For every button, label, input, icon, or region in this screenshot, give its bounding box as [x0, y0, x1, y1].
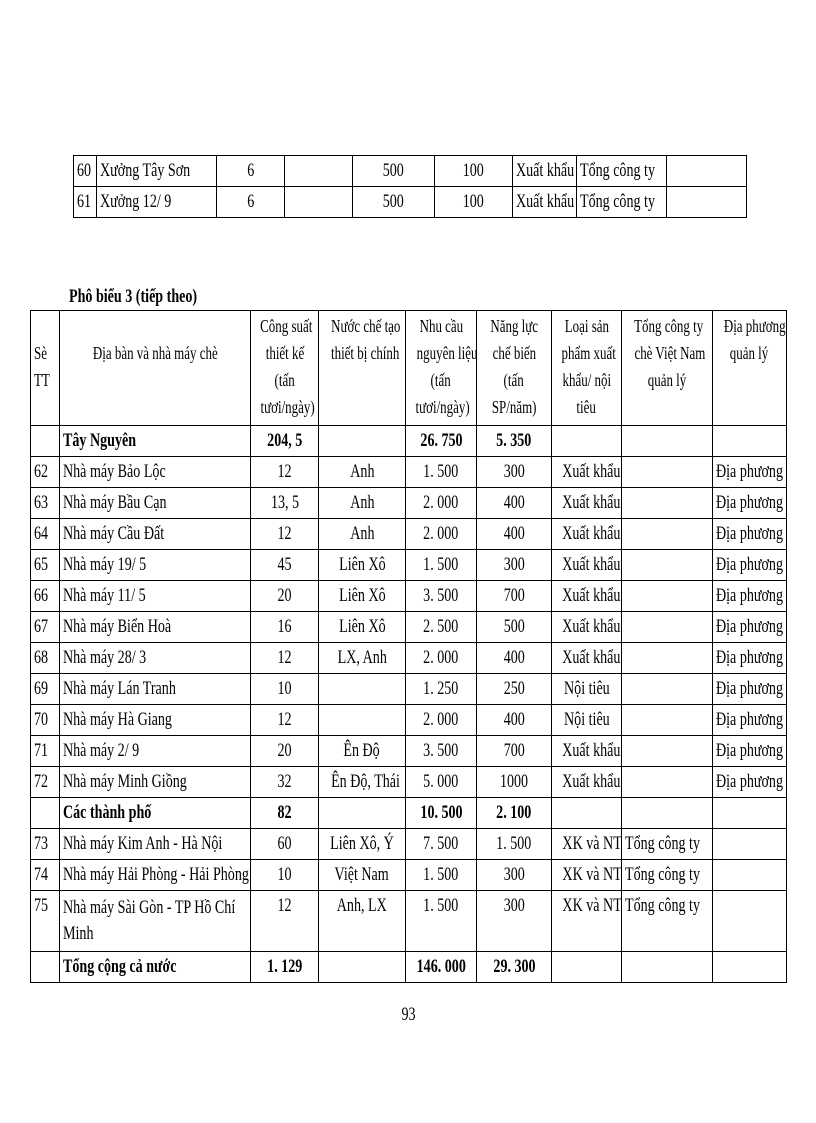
- row-number: 69: [31, 674, 60, 705]
- table-row: [74, 187, 747, 218]
- processing-cell: 500: [477, 612, 552, 643]
- header-local: Địa phương quản lý: [713, 311, 787, 426]
- row-number: 71: [31, 736, 60, 767]
- local-cell: [667, 187, 747, 218]
- local-cell: Địa phương: [713, 550, 787, 581]
- equipment-cell: [319, 426, 406, 457]
- local-cell: Địa phương: [713, 519, 787, 550]
- processing-cell: 1000: [477, 767, 552, 798]
- processing-cell: 5. 350: [477, 426, 552, 457]
- processing-cell: 400: [477, 488, 552, 519]
- header-name: Địa bàn và nhà máy chè: [60, 311, 251, 426]
- capacity-cell: 12: [251, 891, 319, 952]
- product-cell: Xuất khẩu: [552, 643, 622, 674]
- corp-cell: [622, 457, 713, 488]
- local-cell: [713, 829, 787, 860]
- capacity-cell: 12: [251, 519, 319, 550]
- table-row: [31, 829, 787, 860]
- local-cell: Địa phương: [713, 612, 787, 643]
- local-cell: [667, 156, 747, 187]
- row-number: 65: [31, 550, 60, 581]
- corp-cell: [622, 952, 713, 983]
- top-table: [73, 155, 747, 218]
- equipment-cell: Liên Xô: [319, 550, 406, 581]
- capacity-cell: 1. 129: [251, 952, 319, 983]
- processing-cell: 1. 500: [477, 829, 552, 860]
- product-cell: Xuất khẩu: [552, 612, 622, 643]
- processing-cell: 400: [477, 643, 552, 674]
- table-row: [31, 581, 787, 612]
- group-title: Tây Nguyên: [60, 426, 251, 457]
- corp-cell: Tổng công ty: [622, 891, 713, 952]
- group-title: Các thành phố: [60, 798, 251, 829]
- capacity-cell: 204, 5: [251, 426, 319, 457]
- product-cell: Xuất khẩu: [513, 156, 577, 187]
- factory-name: Nhà máy 19/ 5: [60, 550, 251, 581]
- product-cell: XK và NT: [552, 829, 622, 860]
- row-number: 67: [31, 612, 60, 643]
- table-row: [31, 705, 787, 736]
- table-row: [31, 643, 787, 674]
- factory-name: Nhà máy Lán Tranh: [60, 674, 251, 705]
- factory-name: Xưởng Tây Sơn: [97, 156, 217, 187]
- equipment-cell: Anh: [319, 457, 406, 488]
- processing-cell: 250: [477, 674, 552, 705]
- processing-cell: 300: [477, 550, 552, 581]
- factory-name: Nhà máy Bảo Lộc: [60, 457, 251, 488]
- total-row: [31, 952, 787, 983]
- factory-name: Nhà máy Cầu Đất: [60, 519, 251, 550]
- corp-cell: [622, 581, 713, 612]
- demand-cell: 1. 500: [406, 457, 477, 488]
- table-row: [31, 674, 787, 705]
- demand-cell: 146. 000: [406, 952, 477, 983]
- equipment-cell: [319, 705, 406, 736]
- header-no: Sè TT: [31, 311, 60, 426]
- equipment-cell: Ên Độ: [319, 736, 406, 767]
- capacity-cell: 10: [251, 860, 319, 891]
- row-number: [31, 952, 60, 983]
- capacity-cell: 12: [251, 457, 319, 488]
- processing-cell: 100: [435, 187, 513, 218]
- demand-cell: 1. 500: [406, 860, 477, 891]
- capacity-cell: 10: [251, 674, 319, 705]
- equipment-cell: Ên Độ, Thái: [319, 767, 406, 798]
- demand-cell: 1. 500: [406, 891, 477, 952]
- capacity-cell: 20: [251, 581, 319, 612]
- corp-cell: [622, 736, 713, 767]
- demand-cell: 5. 000: [406, 767, 477, 798]
- factory-name: Nhà máy 2/ 9: [60, 736, 251, 767]
- local-cell: [713, 426, 787, 457]
- capacity-cell: 6: [217, 156, 285, 187]
- capacity-cell: 13, 5: [251, 488, 319, 519]
- table-row: [31, 767, 787, 798]
- group-row: [31, 798, 787, 829]
- processing-cell: 400: [477, 705, 552, 736]
- product-cell: Nội tiêu: [552, 705, 622, 736]
- factory-name: Nhà máy Biển Hoà: [60, 612, 251, 643]
- processing-cell: 29. 300: [477, 952, 552, 983]
- demand-cell: 10. 500: [406, 798, 477, 829]
- appendix-title: Phô biểu 3 (tiếp theo): [69, 286, 198, 307]
- product-cell: XK và NT: [552, 860, 622, 891]
- corp-cell: [622, 550, 713, 581]
- capacity-cell: 20: [251, 736, 319, 767]
- corp-cell: [622, 643, 713, 674]
- factory-name: Nhà máy Bầu Cạn: [60, 488, 251, 519]
- processing-cell: 100: [435, 156, 513, 187]
- table-row: [31, 488, 787, 519]
- corp-cell: Tổng công ty: [622, 829, 713, 860]
- corp-cell: Tổng công ty: [622, 860, 713, 891]
- capacity-cell: 45: [251, 550, 319, 581]
- equipment-cell: Liên Xô, Ý: [319, 829, 406, 860]
- header-product: Loại sản phẩm xuất khẩu/ nội tiêu: [552, 311, 622, 426]
- capacity-cell: 12: [251, 643, 319, 674]
- local-cell: [713, 952, 787, 983]
- product-cell: Xuất khẩu: [552, 581, 622, 612]
- row-number: 75: [31, 891, 60, 952]
- demand-cell: 500: [353, 156, 435, 187]
- factory-name: Nhà máy Minh Giồng: [60, 767, 251, 798]
- factory-name: Nhà máy 11/ 5: [60, 581, 251, 612]
- product-cell: [552, 952, 622, 983]
- capacity-cell: 6: [217, 187, 285, 218]
- equipment-cell: Anh: [319, 488, 406, 519]
- corp-cell: [622, 426, 713, 457]
- corp-cell: [622, 488, 713, 519]
- local-cell: Địa phương: [713, 488, 787, 519]
- demand-cell: 7. 500: [406, 829, 477, 860]
- local-cell: [713, 891, 787, 952]
- demand-cell: 2. 000: [406, 705, 477, 736]
- row-number: [31, 426, 60, 457]
- row-number: 61: [74, 187, 97, 218]
- equipment-cell: [285, 156, 353, 187]
- product-cell: Xuất khẩu: [552, 519, 622, 550]
- table-row: [31, 891, 787, 952]
- corp-cell: Tổng công ty: [577, 156, 667, 187]
- row-number: 66: [31, 581, 60, 612]
- demand-cell: 2. 000: [406, 488, 477, 519]
- factory-name: Nhà máy Kim Anh - Hà Nội: [60, 829, 251, 860]
- product-cell: Xuất khẩu: [552, 488, 622, 519]
- product-cell: [552, 426, 622, 457]
- row-number: 72: [31, 767, 60, 798]
- capacity-cell: 32: [251, 767, 319, 798]
- processing-cell: 400: [477, 519, 552, 550]
- group-title: Tổng cộng cả nước: [60, 952, 251, 983]
- factory-name: Nhà máy Hà Giang: [60, 705, 251, 736]
- demand-cell: 3. 500: [406, 581, 477, 612]
- row-number: 62: [31, 457, 60, 488]
- local-cell: Địa phương: [713, 674, 787, 705]
- capacity-cell: 16: [251, 612, 319, 643]
- corp-cell: [622, 798, 713, 829]
- group-row: [31, 426, 787, 457]
- corp-cell: [622, 674, 713, 705]
- demand-cell: 500: [353, 187, 435, 218]
- demand-cell: 2. 500: [406, 612, 477, 643]
- processing-cell: 300: [477, 891, 552, 952]
- header-demand: Nhu cầu nguyên liệu (tấn tươi/ngày): [406, 311, 477, 426]
- page-number: 93: [400, 1004, 416, 1025]
- local-cell: [713, 860, 787, 891]
- local-cell: Địa phương: [713, 643, 787, 674]
- row-number: 64: [31, 519, 60, 550]
- equipment-cell: LX, Anh: [319, 643, 406, 674]
- product-cell: XK và NT: [552, 891, 622, 952]
- demand-cell: 1. 500: [406, 550, 477, 581]
- local-cell: Địa phương: [713, 457, 787, 488]
- local-cell: Địa phương: [713, 736, 787, 767]
- row-number: 60: [74, 156, 97, 187]
- product-cell: Nội tiêu: [552, 674, 622, 705]
- header-equipment: Nước chế tạo thiết bị chính: [319, 311, 406, 426]
- table-row: [31, 860, 787, 891]
- row-number: 74: [31, 860, 60, 891]
- equipment-cell: [319, 674, 406, 705]
- corp-cell: [622, 519, 713, 550]
- demand-cell: 3. 500: [406, 736, 477, 767]
- local-cell: Địa phương: [713, 705, 787, 736]
- demand-cell: 1. 250: [406, 674, 477, 705]
- equipment-cell: Liên Xô: [319, 612, 406, 643]
- table-row: [31, 550, 787, 581]
- processing-cell: 700: [477, 736, 552, 767]
- equipment-cell: Việt Nam: [319, 860, 406, 891]
- corp-cell: [622, 612, 713, 643]
- demand-cell: 2. 000: [406, 519, 477, 550]
- row-number: 63: [31, 488, 60, 519]
- corp-cell: [622, 705, 713, 736]
- product-cell: Xuất khẩu: [552, 457, 622, 488]
- factory-name: Nhà máy Sài Gòn - TP Hồ Chí Minh: [60, 891, 251, 952]
- demand-cell: 26. 750: [406, 426, 477, 457]
- table-row: [31, 736, 787, 767]
- local-cell: [713, 798, 787, 829]
- product-cell: Xuất khẩu: [513, 187, 577, 218]
- corp-cell: [622, 767, 713, 798]
- product-cell: Xuất khẩu: [552, 550, 622, 581]
- capacity-cell: 12: [251, 705, 319, 736]
- processing-cell: 700: [477, 581, 552, 612]
- main-table: [30, 310, 787, 983]
- row-number: 70: [31, 705, 60, 736]
- equipment-cell: [319, 952, 406, 983]
- corp-cell: Tổng công ty: [577, 187, 667, 218]
- capacity-cell: 82: [251, 798, 319, 829]
- table-row: [74, 156, 747, 187]
- table-row: [31, 612, 787, 643]
- factory-name: Nhà máy 28/ 3: [60, 643, 251, 674]
- equipment-cell: [319, 798, 406, 829]
- capacity-cell: 60: [251, 829, 319, 860]
- row-number: [31, 798, 60, 829]
- product-cell: Xuất khẩu: [552, 767, 622, 798]
- local-cell: Địa phương: [713, 581, 787, 612]
- factory-name: Xưởng 12/ 9: [97, 187, 217, 218]
- processing-cell: 300: [477, 457, 552, 488]
- product-cell: [552, 798, 622, 829]
- factory-name: Nhà máy Hải Phòng - Hải Phòng: [60, 860, 251, 891]
- equipment-cell: [285, 187, 353, 218]
- header-corp: Tổng công ty chè Việt Nam quản lý: [622, 311, 713, 426]
- processing-cell: 2. 100: [477, 798, 552, 829]
- demand-cell: 2. 000: [406, 643, 477, 674]
- processing-cell: 300: [477, 860, 552, 891]
- table-row: [31, 519, 787, 550]
- row-number: 68: [31, 643, 60, 674]
- header-capacity: Công suất thiết kế (tấn tươi/ngày): [251, 311, 319, 426]
- local-cell: Địa phương: [713, 767, 787, 798]
- table-row: [31, 457, 787, 488]
- header-processing: Năng lực chế biến (tấn SP/năm): [477, 311, 552, 426]
- row-number: 73: [31, 829, 60, 860]
- equipment-cell: Anh: [319, 519, 406, 550]
- product-cell: Xuất khẩu: [552, 736, 622, 767]
- equipment-cell: Anh, LX: [319, 891, 406, 952]
- equipment-cell: Liên Xô: [319, 581, 406, 612]
- header-row: [31, 311, 787, 426]
